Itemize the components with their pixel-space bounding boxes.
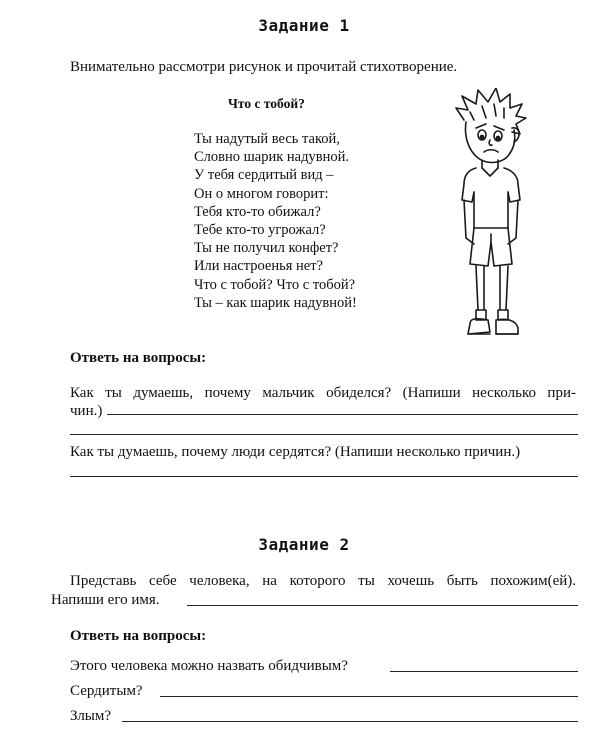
sad-boy-illustration bbox=[446, 88, 546, 350]
answer-line[interactable] bbox=[70, 434, 578, 435]
poem-title: Что с тобой? bbox=[228, 96, 305, 111]
task1-questions-heading: Ответь на вопросы: bbox=[70, 350, 207, 366]
task2-questions-heading: Ответь на вопросы: bbox=[70, 628, 207, 644]
task2-instruction: Представь себе человека, на которого ты хочешь быть похожим(ей). bbox=[70, 573, 576, 589]
task1-question-1: Как ты думаешь, почему мальчик обиделся? (Напиши несколько при- bbox=[70, 385, 576, 401]
poem-line: Он о многом говорит: bbox=[194, 185, 329, 202]
answer-line[interactable] bbox=[122, 721, 578, 722]
poem-line: Тебя кто-то обижал? bbox=[194, 203, 321, 220]
poem-line: Словно шарик надувной. bbox=[194, 149, 349, 166]
poem-line: Или настроенья нет? bbox=[194, 258, 323, 275]
task2-instruction-cont: Напиши его имя. bbox=[51, 592, 160, 608]
name-answer-line[interactable] bbox=[187, 605, 578, 606]
answer-line[interactable] bbox=[70, 476, 578, 477]
task1-question-1-cont: чин.) bbox=[70, 403, 103, 419]
task1-title: Задание 1 bbox=[258, 16, 350, 35]
task2-title: Задание 2 bbox=[258, 535, 350, 554]
task2-question-2: Сердитым? bbox=[70, 683, 143, 699]
poem-line: Что с тобой? Что с тобой? bbox=[194, 276, 356, 293]
answer-line[interactable] bbox=[160, 696, 578, 697]
poem-line: Ты – как шарик надувной! bbox=[194, 294, 357, 311]
poem bbox=[194, 130, 357, 312]
poem-line: Ты надутый весь такой, bbox=[194, 131, 340, 147]
task1-question-2: Как ты думаешь, почему люди сердятся? (Напиши несколько причин.) bbox=[70, 444, 521, 460]
task2-question-3: Злым? bbox=[70, 708, 112, 724]
answer-line[interactable] bbox=[107, 414, 578, 415]
poem-line: У тебя сердитый вид – bbox=[194, 167, 334, 184]
task1-instruction: Внимательно рассмотри рисунок и прочитай стихотворение. bbox=[70, 59, 458, 75]
poem-line: Ты не получил конфет? bbox=[194, 240, 339, 257]
poem-line: Тебе кто-то угрожал? bbox=[194, 222, 326, 239]
task2-question-1: Этого человека можно назвать обидчивым? bbox=[70, 658, 348, 674]
answer-line[interactable] bbox=[390, 671, 578, 672]
